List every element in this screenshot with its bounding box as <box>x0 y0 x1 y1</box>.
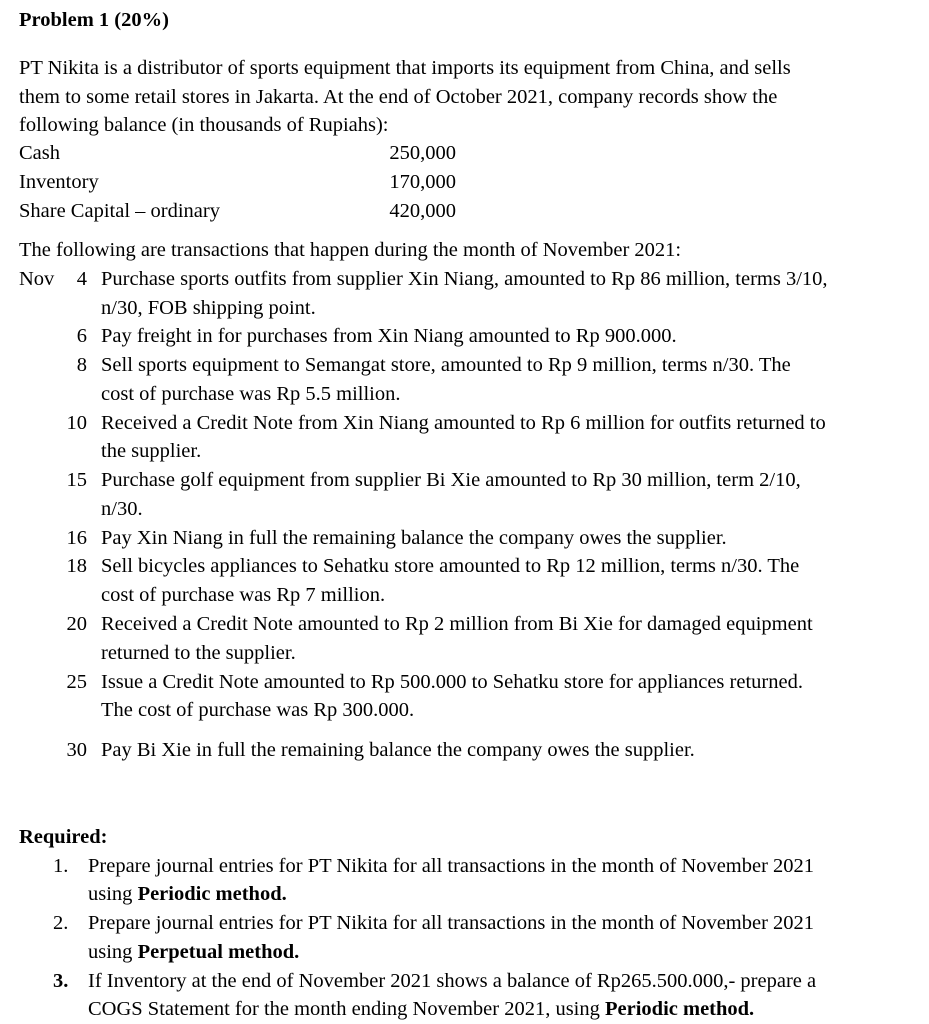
problem-title: Problem 1 (20%) <box>19 9 169 31</box>
required-item-text-line2: using Periodic method. <box>88 883 287 905</box>
month-label: Nov <box>19 268 55 290</box>
method-emphasis: Perpetual method <box>137 941 295 963</box>
balance-label: Inventory <box>19 171 99 193</box>
transaction-text: n/30. <box>101 498 143 520</box>
transaction-text: Received a Credit Note from Xin Niang amounted to Rp 6 million for outfits returned to <box>101 412 826 434</box>
transaction-day: 16 <box>66 527 87 549</box>
intro-line-3: following balance (in thousands of Rupiahs): <box>19 114 389 136</box>
required-item-text: Prepare journal entries for PT Nikita for all transactions in the month of November 2021 <box>88 855 815 877</box>
required-item-text-line2: using Perpetual method. <box>88 941 300 963</box>
transaction-day: 15 <box>66 469 87 491</box>
transaction-text: cost of purchase was Rp 5.5 million. <box>101 383 401 405</box>
method-emphasis: Periodic method <box>605 998 750 1020</box>
required-title: Required: <box>19 826 108 848</box>
required-item-text: If Inventory at the end of November 2021 shows a balance of Rp265.500.000,- prepare a <box>88 970 817 992</box>
balance-value: 420,000 <box>389 200 456 222</box>
transaction-text: Pay Xin Niang in full the remaining balance the company owes the supplier. <box>101 527 727 549</box>
balance-label: Share Capital – ordinary <box>19 200 220 222</box>
transaction-day: 4 <box>76 268 87 290</box>
balance-label: Cash <box>19 142 60 164</box>
transaction-text: Purchase golf equipment from supplier Bi Xie amounted to Rp 30 million, term 2/10, <box>101 469 801 491</box>
transaction-text: returned to the supplier. <box>101 642 296 664</box>
transaction-text: Sell sports equipment to Semangat store, amounted to Rp 9 million, terms n/30. The <box>101 354 791 376</box>
intro-line-1: PT Nikita is a distributor of sports equipment that imports its equipment from China, and sells <box>19 57 791 79</box>
balance-value: 170,000 <box>389 171 456 193</box>
transaction-day: 8 <box>76 354 87 376</box>
transaction-day: 20 <box>66 613 87 635</box>
required-item-text-line2: COGS Statement for the month ending November 2021, using Periodic method. <box>88 998 755 1020</box>
transaction-text: The cost of purchase was Rp 300.000. <box>101 699 415 721</box>
transactions-intro: The following are transactions that happen during the month of November 2021: <box>19 239 682 261</box>
transaction-day: 30 <box>66 739 87 761</box>
transaction-day: 18 <box>66 555 87 577</box>
transaction-day: 6 <box>76 325 87 347</box>
transaction-text: Pay Bi Xie in full the remaining balance the company owes the supplier. <box>101 739 695 761</box>
required-item-text: Prepare journal entries for PT Nikita for all transactions in the month of November 2021 <box>88 912 815 934</box>
transaction-day: 10 <box>66 412 87 434</box>
transaction-text: Purchase sports outfits from supplier Xin Niang, amounted to Rp 86 million, terms 3/10, <box>101 268 828 290</box>
intro-line-2: them to some retail stores in Jakarta. At the end of October 2021, company records show the <box>19 86 778 108</box>
transaction-text: the supplier. <box>101 440 202 462</box>
method-emphasis: Periodic method <box>137 883 282 905</box>
transaction-text: Pay freight in for purchases from Xin Niang amounted to Rp 900.000. <box>101 325 677 347</box>
transaction-text: Issue a Credit Note amounted to Rp 500.000 to Sehatku store for appliances returned. <box>101 671 803 693</box>
transaction-text: n/30, FOB shipping point. <box>101 297 316 319</box>
transaction-text: Sell bicycles appliances to Sehatku store amounted to Rp 12 million, terms n/30. The <box>101 555 800 577</box>
transaction-text: cost of purchase was Rp 7 million. <box>101 584 386 606</box>
required-item-number: 1. <box>53 855 69 877</box>
required-item-number: 2. <box>53 912 69 934</box>
transaction-day: 25 <box>66 671 87 693</box>
balance-value: 250,000 <box>389 142 456 164</box>
required-item-number: 3. <box>53 970 69 992</box>
transaction-text: Received a Credit Note amounted to Rp 2 million from Bi Xie for damaged equipment <box>101 613 813 635</box>
